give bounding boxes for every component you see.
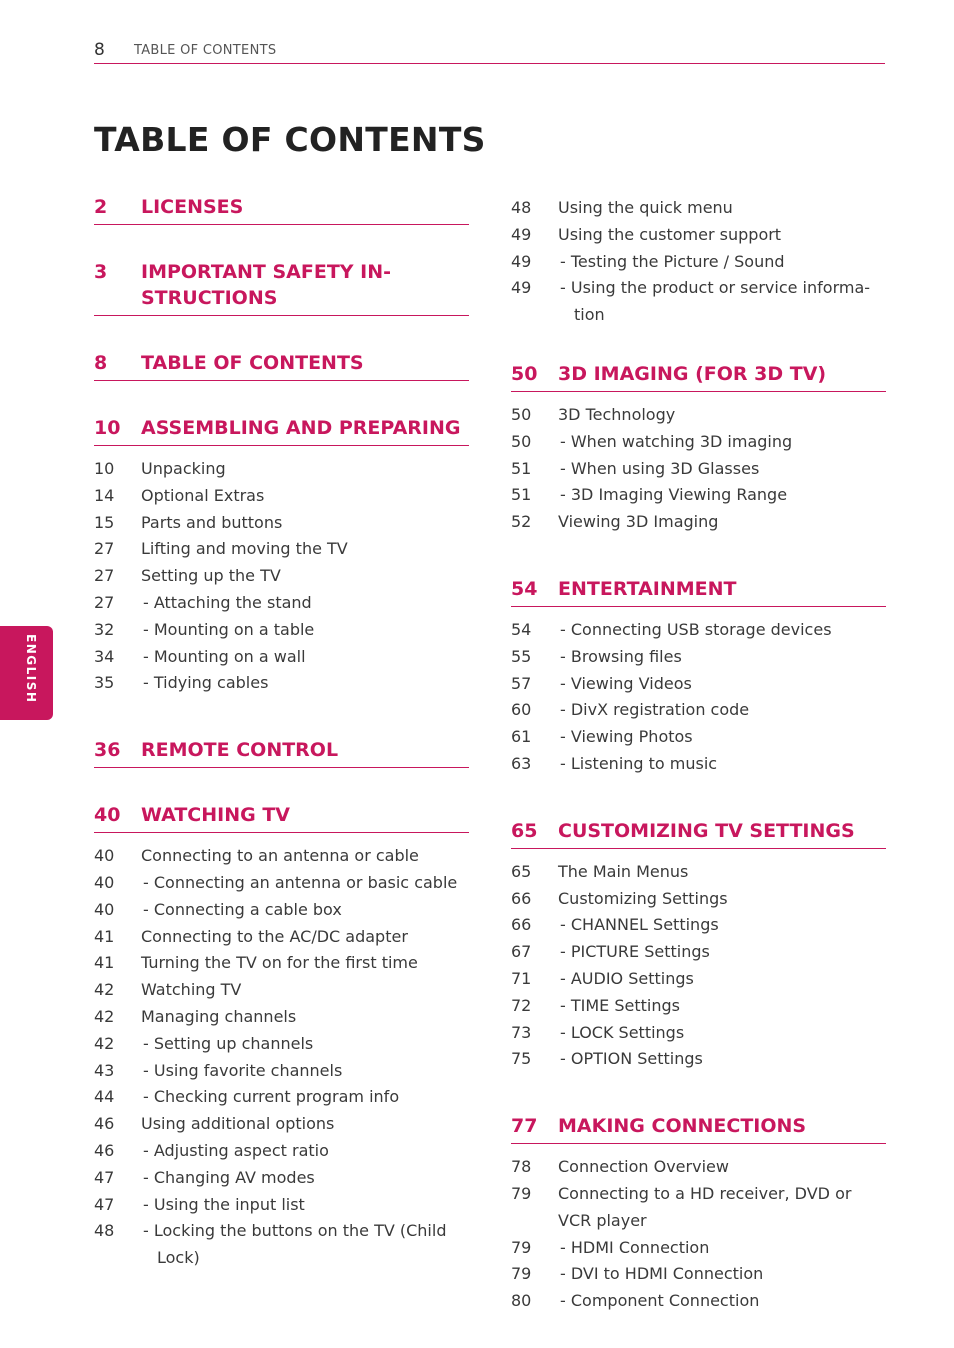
toc-entry-page: 44 [94,1087,115,1107]
toc-entry-page: 35 [94,673,115,693]
toc-entry-text: - Adjusting aspect ratio [143,1140,329,1160]
toc-entry-page: 48 [511,198,532,217]
toc-entry-text: - LOCK Settings [560,1022,685,1042]
section-title: ASSEMBLING AND PREPARING [141,417,461,439]
page-header [94,40,885,64]
toc-entry-text: - CHANNEL Settings [560,915,719,935]
toc-entry-text: - 3D Imaging Viewing Range [560,485,788,505]
toc-entry[interactable] [511,1235,886,1262]
toc-entry-page: 73 [511,1022,532,1042]
toc-entry[interactable] [511,644,886,671]
toc-entry-text: - Using favorite channels [143,1060,343,1080]
toc-entry-page: 50 [511,404,532,424]
toc-entry-page: 27 [94,566,115,586]
toc-entry[interactable] [511,509,886,536]
toc-entry-text: Using the customer support [558,224,782,244]
toc-entry-page: 66 [511,888,532,908]
toc-section-heading[interactable] [511,576,886,607]
toc-entry-text: - Using the input list [143,1194,305,1214]
toc-entry-text: Connecting to an antenna or cable [141,846,419,866]
toc-entry-page: 67 [511,942,532,962]
toc-entry-page: 40 [94,846,115,866]
toc-section-heading[interactable] [511,1113,886,1144]
toc-entry-text: - Connecting USB storage devices [560,619,832,639]
section-number: 8 [94,352,108,374]
toc-entry-text: Connecting to the AC/DC adapter [141,926,408,946]
toc-entry-text: Customizing Settings [558,888,728,908]
toc-entry-text: - Viewing Videos [560,673,692,693]
toc-entry-page: 66 [511,915,532,935]
toc-entry[interactable] [94,644,469,671]
toc-entry-page: 41 [94,953,115,973]
toc-entry-page: 79 [511,1264,532,1284]
toc-entry[interactable] [511,275,886,329]
toc-entry-text: - Listening to music [560,753,718,773]
toc-entry-text: - Using the product or service informa-tion [560,278,871,325]
toc-entry-page: 55 [511,646,532,666]
toc-entry[interactable] [94,1004,469,1031]
toc-entry[interactable] [94,456,469,483]
toc-entry-page: 14 [94,485,115,505]
toc-entry-page: 46 [94,1140,115,1160]
toc-entry[interactable] [94,590,469,617]
section-number: 54 [511,577,538,600]
toc-entry-page: 71 [511,968,532,988]
toc-section-heading[interactable] [94,737,469,768]
toc-entry-text: Watching TV [141,980,242,1000]
toc-entry-page: 79 [511,1237,532,1257]
toc-continued-items [511,195,886,329]
toc-entry-page: 40 [94,872,115,892]
toc-entry[interactable] [511,939,886,966]
toc-entry-text: 3D Technology [558,404,676,424]
language-tab-label: ENGLISH [24,634,38,704]
section-number: 36 [94,739,121,762]
section-title: CUSTOMIZING TV SETTINGS [558,819,855,842]
toc-entry-text: Connecting to a HD receiver, DVD or VCR player [558,1183,852,1230]
toc-entry-text: - DivX registration code [560,700,750,720]
toc-entry-text: Managing channels [141,1006,297,1026]
toc-entry[interactable] [94,670,469,697]
toc-entry-page: 27 [94,592,115,612]
toc-entry-page: 42 [94,1033,115,1053]
toc-entry[interactable] [511,751,886,778]
toc-entry-page: 49 [511,278,532,298]
toc-section-items [511,1154,886,1315]
toc-entry-text: - Testing the Picture / Sound [560,251,785,271]
section-number: 2 [94,196,108,218]
toc-entry-text: Parts and buttons [141,512,283,532]
toc-entry-text: - When watching 3D imaging [560,431,793,451]
toc-entry-text: - Browsing files [560,646,682,666]
toc-entry-text: - Tidying cables [143,673,269,693]
toc-entry-page: 51 [511,485,532,505]
toc-entry-page: 47 [94,1167,115,1187]
toc-section-items [511,859,886,1073]
section-number: 3 [94,261,108,283]
toc-section-heading[interactable] [94,415,469,446]
toc-entry-text: Turning the TV on for the first time [141,953,418,973]
toc-entry[interactable] [511,1181,886,1235]
toc-entry[interactable] [511,966,886,993]
toc-entry-text: - Attaching the stand [143,592,312,612]
toc-entry-page: 80 [511,1291,532,1311]
toc-entry[interactable] [511,402,886,429]
toc-entry-text: - Mounting on a wall [143,646,306,666]
toc-section-heading[interactable] [94,259,469,316]
toc-entry[interactable] [94,897,469,924]
toc-entry-page: 42 [94,1006,115,1026]
toc-entry-page: 63 [511,753,532,773]
toc-entry-page: 49 [511,251,532,271]
toc-entry[interactable] [511,1288,886,1315]
toc-entry-text: Using additional options [141,1114,335,1134]
toc-entry[interactable] [94,1031,469,1058]
toc-entry-text: - Viewing Photos [560,727,693,747]
toc-entry-text: - Mounting on a table [143,619,315,639]
toc-entry[interactable] [94,924,469,951]
toc-entry[interactable] [94,1084,469,1111]
toc-entry[interactable] [94,950,469,977]
toc-entry-page: 79 [511,1183,532,1203]
toc-entry[interactable] [94,510,469,537]
section-title: TABLE OF CONTENTS [141,352,364,374]
toc-entry[interactable] [511,617,886,644]
toc-entry-page: 15 [94,512,115,532]
toc-entry-text: Setting up the TV [141,566,281,586]
toc-entry-page: 60 [511,700,532,720]
toc-section-items [511,402,886,536]
toc-entry-text: - TIME Settings [560,995,680,1015]
section-title: WATCHING TV [141,804,290,827]
toc-entry-page: 72 [511,995,532,1015]
toc-entry[interactable] [511,912,886,939]
toc-entry[interactable] [511,671,886,698]
toc-entry-page: 34 [94,646,115,666]
toc-entry[interactable] [511,1020,886,1047]
toc-entry-text: Optional Extras [141,485,265,505]
section-title: ENTERTAINMENT [558,577,737,600]
toc-entry[interactable] [511,724,886,751]
section-number: 10 [94,417,121,439]
page-title: TABLE OF CONTENTS [94,120,486,159]
toc-entry-text: - OPTION Settings [560,1049,703,1069]
toc-entry[interactable] [94,1218,469,1272]
toc-entry-page: 27 [94,539,115,559]
toc-entry-text: - HDMI Connection [560,1237,710,1257]
toc-right-column [511,195,886,1348]
toc-entry-page: 50 [511,431,532,451]
header-section-title: TABLE OF CONTENTS [134,43,277,58]
section-title: 3D IMAGING (FOR 3D TV) [558,362,827,385]
section-number: 77 [511,1115,538,1138]
toc-entry-text: Viewing 3D Imaging [558,512,719,532]
toc-entry-page: 51 [511,458,532,478]
toc-entry[interactable] [94,870,469,897]
toc-entry[interactable] [94,563,469,590]
toc-entry-page: 32 [94,619,115,639]
toc-entry-text: - Changing AV modes [143,1167,315,1187]
toc-entry[interactable] [511,1046,886,1073]
toc-entry[interactable] [94,536,469,563]
toc-entry[interactable] [511,249,886,276]
toc-entry[interactable] [94,843,469,870]
toc-entry[interactable] [511,1261,886,1288]
toc-entry[interactable] [511,195,886,222]
section-number: 50 [511,362,538,385]
toc-entry[interactable] [511,1154,886,1181]
section-title: MAKING CONNECTIONS [558,1115,807,1138]
toc-entry-text: Lifting and moving the TV [141,539,348,559]
toc-entry[interactable] [94,977,469,1004]
section-title: IMPORTANT SAFETY IN- STRUCTIONS [141,261,392,309]
toc-section-items [511,617,886,778]
toc-entry-text: - AUDIO Settings [560,968,694,988]
toc-left-column [94,194,469,1312]
toc-entry-text: - Connecting an antenna or basic cable [143,872,458,892]
toc-entry-page: 48 [94,1221,115,1241]
toc-entry-page: 10 [94,459,115,478]
toc-entry-page: 41 [94,926,115,946]
toc-entry[interactable] [511,859,886,886]
toc-section-heading[interactable] [511,361,886,392]
section-title: REMOTE CONTROL [141,739,339,762]
toc-entry[interactable] [511,482,886,509]
toc-entry[interactable] [94,617,469,644]
toc-entry[interactable] [94,483,469,510]
toc-entry-page: 78 [511,1157,532,1177]
toc-entry-page: 65 [511,861,532,881]
section-number: 40 [94,804,121,827]
toc-entry[interactable] [94,1138,469,1165]
toc-entry-page: 61 [511,727,532,747]
toc-section-heading[interactable] [94,194,469,225]
toc-entry[interactable] [511,456,886,483]
page-number: 8 [94,40,105,60]
toc-entry-text: - Locking the buttons on the TV (Child Lock) [143,1221,447,1268]
toc-entry[interactable] [511,222,886,249]
toc-entry-text: - Connecting a cable box [143,899,342,919]
section-title: LICENSES [141,196,244,218]
toc-entry[interactable] [511,697,886,724]
toc-entry[interactable] [511,429,886,456]
toc-entry-page: 40 [94,899,115,919]
toc-entry-page: 52 [511,512,532,532]
section-number: 65 [511,819,538,842]
toc-entry-text: The Main Menus [558,861,689,881]
toc-entry-page: 43 [94,1060,115,1080]
toc-section-heading[interactable] [94,802,469,833]
toc-entry[interactable] [94,1111,469,1138]
toc-entry-page: 75 [511,1049,532,1069]
toc-entry-page: 46 [94,1114,115,1134]
toc-entry-page: 47 [94,1194,115,1214]
toc-entry-text: Using the quick menu [558,198,733,217]
toc-entry-text: - Setting up channels [143,1033,314,1053]
toc-section-heading[interactable] [511,818,886,849]
toc-entry-page: 57 [511,673,532,693]
toc-entry[interactable] [94,1165,469,1192]
toc-entry-text: - Checking current program info [143,1087,400,1107]
toc-entry[interactable] [94,1058,469,1085]
toc-entry-page: 54 [511,619,532,639]
toc-entry-text: Unpacking [141,459,226,478]
toc-entry[interactable] [511,993,886,1020]
toc-entry-page: 42 [94,980,115,1000]
toc-entry-text: - PICTURE Settings [560,942,710,962]
toc-entry-text: - Component Connection [560,1291,760,1311]
toc-entry[interactable] [94,1192,469,1219]
toc-section-items [94,456,469,697]
toc-entry[interactable] [511,886,886,913]
toc-entry-page: 49 [511,224,532,244]
toc-entry-text: - DVI to HDMI Connection [560,1264,764,1284]
toc-entry-text: - When using 3D Glasses [560,458,760,478]
toc-entry-text: Connection Overview [558,1157,729,1177]
toc-section-items [94,843,469,1272]
toc-section-heading[interactable] [94,350,469,381]
